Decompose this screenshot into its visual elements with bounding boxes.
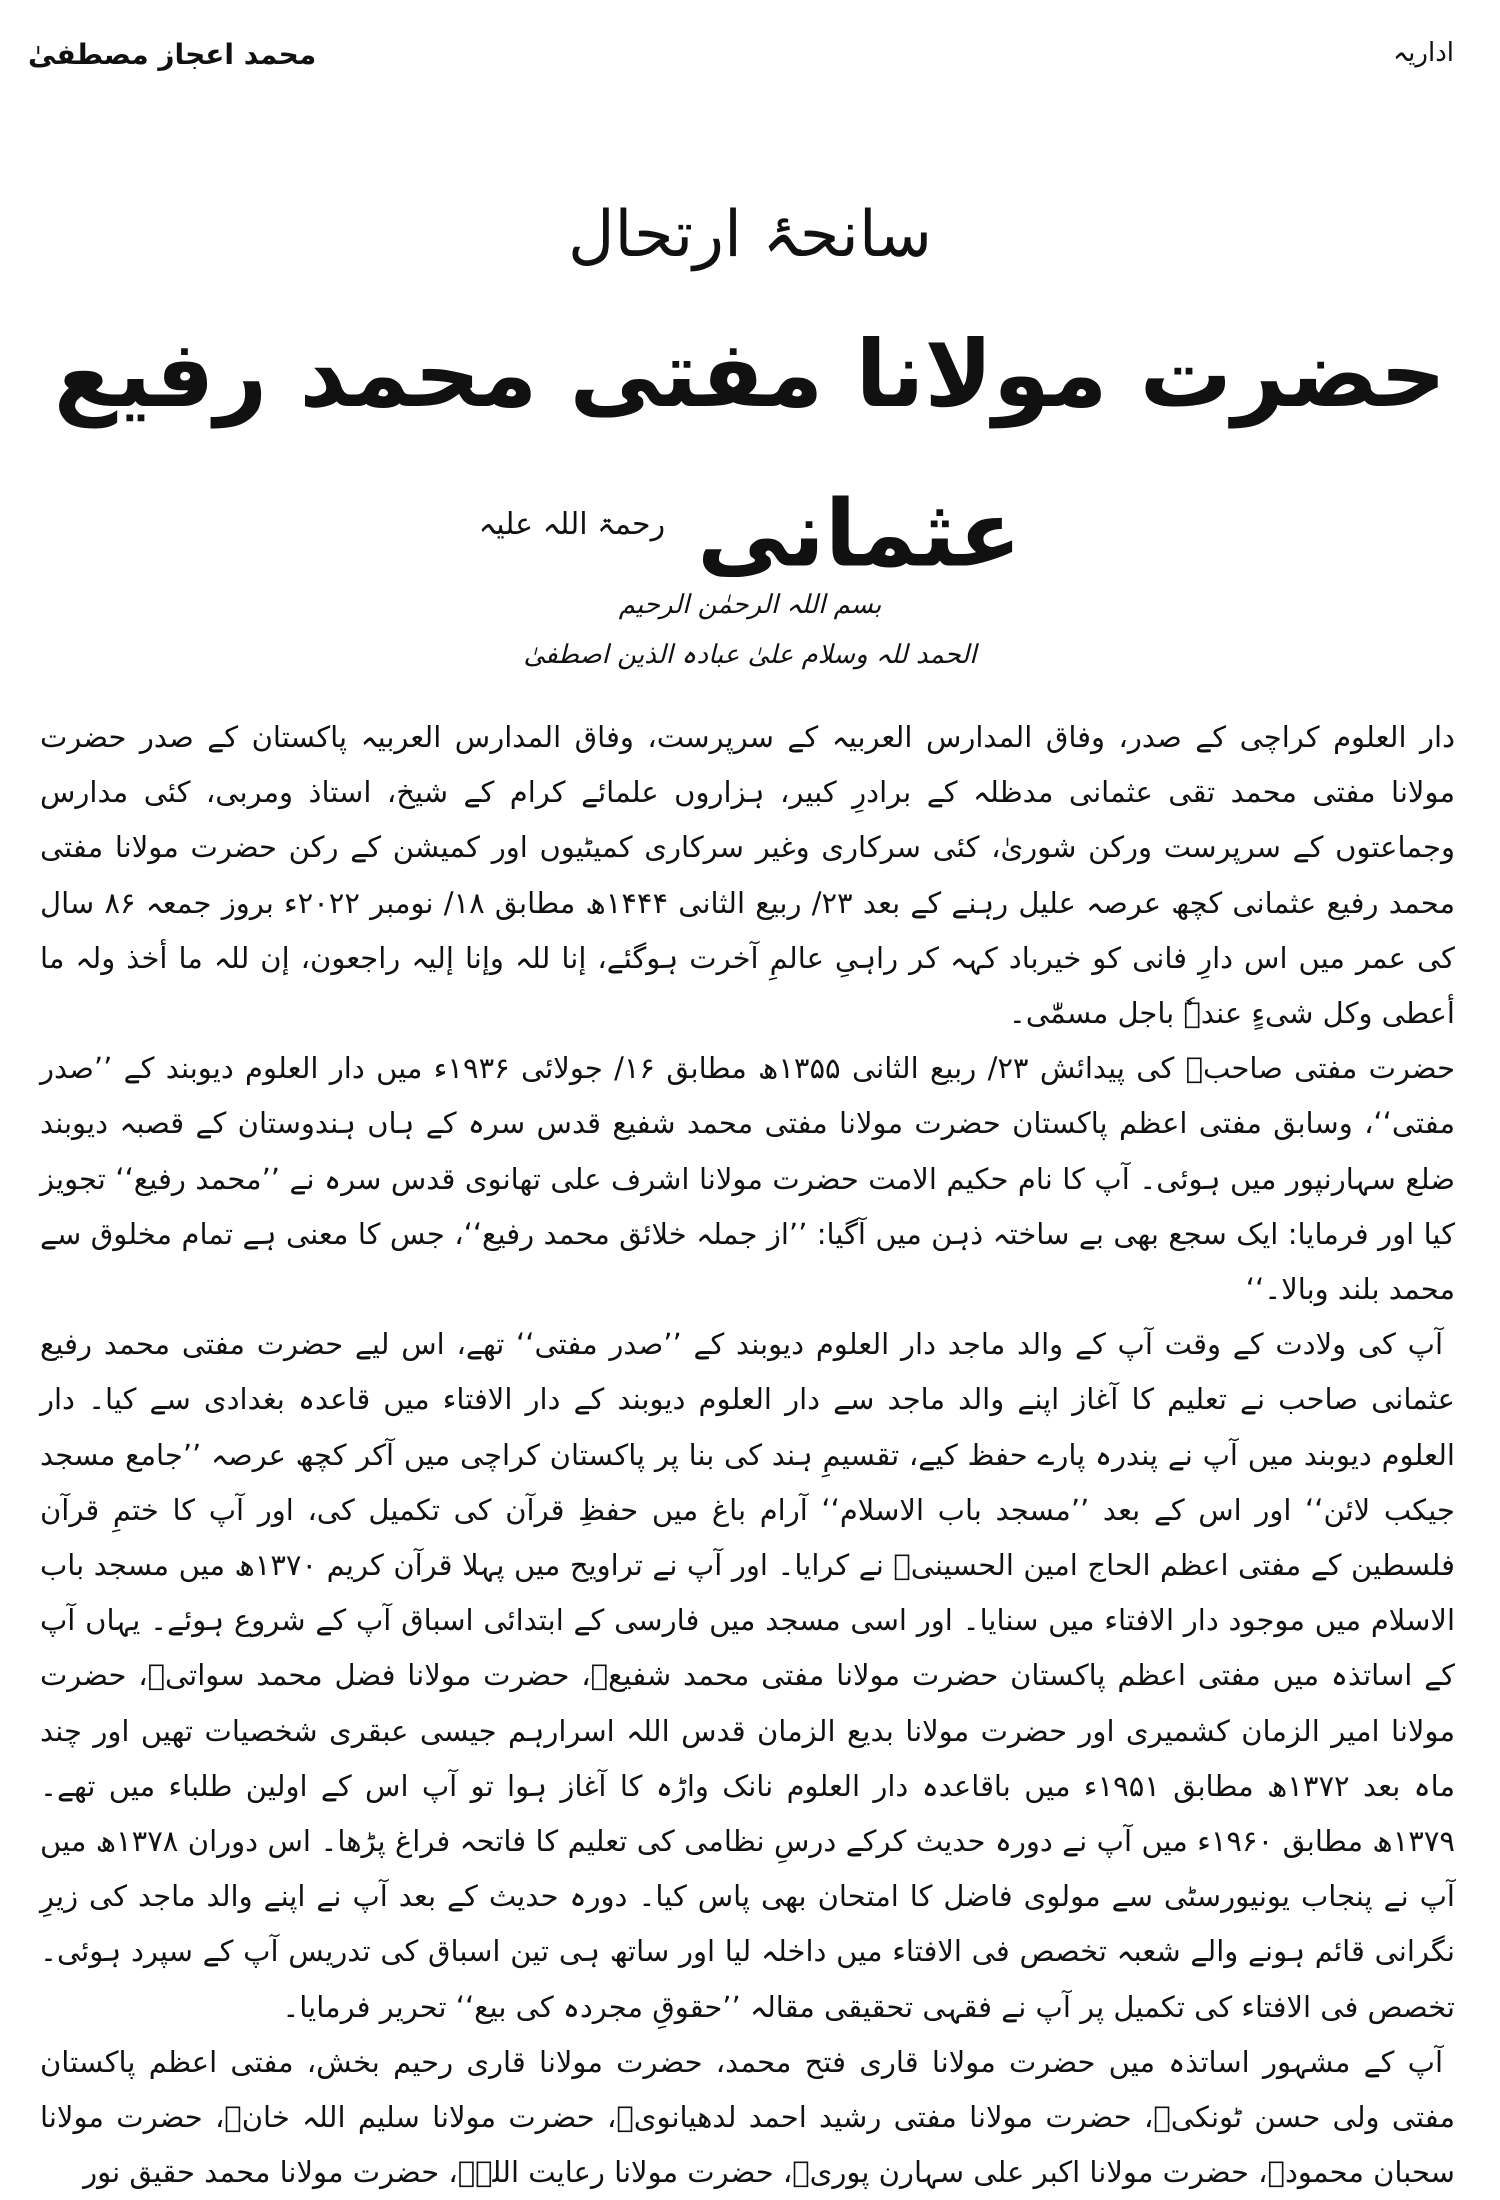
title-main <box>0 300 1500 610</box>
author-name: محمد اعجاز مصطفیٰ <box>28 38 317 71</box>
paragraph: دار العلوم کراچی کے صدر، وفاق المدارس العربیہ کے سرپرست، وفاق المدارس العربیہ پاکستان کے صدر حضرت مولانا مفتی محمد تقی عثمانی مدظلہ کے برادرِ کبیر، ہزاروں علمائے کرام کے شیخ، استاذ ومربی، کئی مدارس وجماعتوں کے سرپرست ورکن شوریٰ، کئی سرکاری وغیر سرکاری کمیٹیوں اور کمیشن کے رکن حضرت مولانا مفتی محمد رفیع عثمانی کچھ عرصہ علیل رہنے کے بعد ۲۳/ ربیع الثانی ۱۴۴۴ھ مطابق ۱۸/ نومبر ۲۰۲۲ء بروز جمعہ ۸۶ سال کی عمر میں اس دارِ فانی کو خیرباد کہہ کر راہیِ عالمِ آخرت ہوگئے، إنا للہ وإنا إلیہ راجعون، إن للہ ما أخذ ولہ ما أعطی وکل شیءٍ عندہٗ باجل مسمّٰی۔ <box>40 720 1455 1031</box>
title-top: سانحۂ ارتحال <box>568 198 932 272</box>
paragraph: آپ کے مشہور اساتذہ میں حضرت مولانا قاری فتح محمد، حضرت مولانا قاری رحیم بخش، مفتی اعظم پاکستان مفتی ولی حسن ٹونکیؒ، حضرت مولانا مفتی رشید احمد لدھیانویؒ، حضرت مولانا سلیم اللہ خانؒ، حضرت مولانا سحبان محمودؒ، حضرت مولانا اکبر علی سہارن پوریؒ، حضرت مولانا رعایت اللہؒ، حضرت مولانا محمد حقیق نور <box>40 2044 1455 2190</box>
basmala: بسم اللہ الرحمٰن الرحیم <box>618 590 882 620</box>
title-honorific: رحمۃ اللہ علیہ <box>478 507 666 542</box>
title-block <box>0 180 1500 610</box>
section-label: اداریہ <box>1392 38 1454 68</box>
article-body <box>40 710 1455 2200</box>
title-main-text: حضرت مولانا مفتی محمد رفیع عثمانی <box>53 321 1447 588</box>
paragraph: آپ کی ولادت کے وقت آپ کے والد ماجد دار العلوم دیوبند کے ’’صدر مفتی‘‘ تھے، اس لیے حضرت مفتی محمد رفیع عثمانی صاحب نے تعلیم کا آغاز اپنے والد ماجد سے دار العلوم دیوبند کے دار الافتاء میں قاعدہ بغدادی سے کیا۔ دار العلوم دیوبند میں آپ نے پندرہ پارے حفظ کیے، تقسیمِ ہند کی بنا پر پاکستان کراچی میں آکر کچھ عرصہ ’’جامع مسجد جیکب لائن‘‘ اور اس کے بعد ’’مسجد باب الاسلام‘‘ آرام باغ میں حفظِ قرآن کی تکمیل کی، اور آپ کا ختمِ قرآن فلسطین کے مفتی اعظم الحاج امین الحسینیؒ نے کرایا۔ اور آپ نے تراویح میں پہلا قرآن کریم ۱۳۷۰ھ میں مسجد باب الاسلام میں موجود دار الافتاء میں سنایا۔ اور اسی مسجد میں فارسی کے ابتدائی اسباق آپ کے شروع ہوئے۔ یہاں آپ کے اساتذہ میں مفتی اعظم پاکستان حضرت مولانا مفتی محمد شفیعؒ، حضرت مولانا فضل محمد سواتیؒ، حضرت مولانا امیر الزمان کشمیری اور حضرت مولانا بدیع الزمان قدس اللہ اسرارہم جیسی عبقری شخصیات تھیں اور چند ماہ بعد ۱۳۷۲ھ مطابق ۱۹۵۱ء میں باقاعدہ دار العلوم نانک واڑہ کا آغاز ہوا تو آپ اس کے اولین طلباء میں تھے۔ ۱۳۷۹ھ مطابق ۱۹۶۰ء میں آپ نے دورہ حدیث کرکے درسِ نظامی کی تعلیم کا فاتحہ فراغ پڑھا۔ اس دوران ۱۳۷۸ھ میں آپ نے پنجاب یونیورسٹی سے مولوی فاضل کا امتحان بھی پاس کیا۔ دورہ حدیث کے بعد آپ نے اپنے والد ماجد کی زیرِ نگرانی قائم ہونے والے شعبہ تخصص فی الافتاء میں داخلہ لیا اور ساتھ ہی تین اسباق کی تدریس آپ کے سپرد ہوئی۔ تخصص فی الافتاء کی تکمیل پر آپ نے فقہی تحقیقی مقالہ ’’حقوقِ مجردہ کی بیع‘‘ تحریر فرمایا۔ <box>40 1327 1455 2024</box>
paragraph: حضرت مفتی صاحبؒ کی پیدائش ۲۳/ ربیع الثانی ۱۳۵۵ھ مطابق ۱۶/ جولائی ۱۹۳۶ء میں دار العلوم دیوبند کے ’’صدر مفتی‘‘، وسابق مفتی اعظم پاکستان حضرت مولانا مفتی محمد شفیع قدس سرہ کے ہاں ہندوستان کے قصبہ دیوبند ضلع سہارنپور میں ہوئی۔ آپ کا نام حکیم الامت حضرت مولانا اشرف علی تھانوی قدس سرہ نے ’’محمد رفیع‘‘ تجویز کیا اور فرمایا: ایک سجع بھی بے ساختہ ذہن میں آگیا: ’’از جملہ خلائق محمد رفیع‘‘، جس کا معنی ہے تمام مخلوق سے محمد بلند وبالا۔‘‘ <box>40 1051 1455 1307</box>
hamd-line: الحمد للہ وسلام علیٰ عبادہ الذین اصطفیٰ <box>523 640 977 670</box>
